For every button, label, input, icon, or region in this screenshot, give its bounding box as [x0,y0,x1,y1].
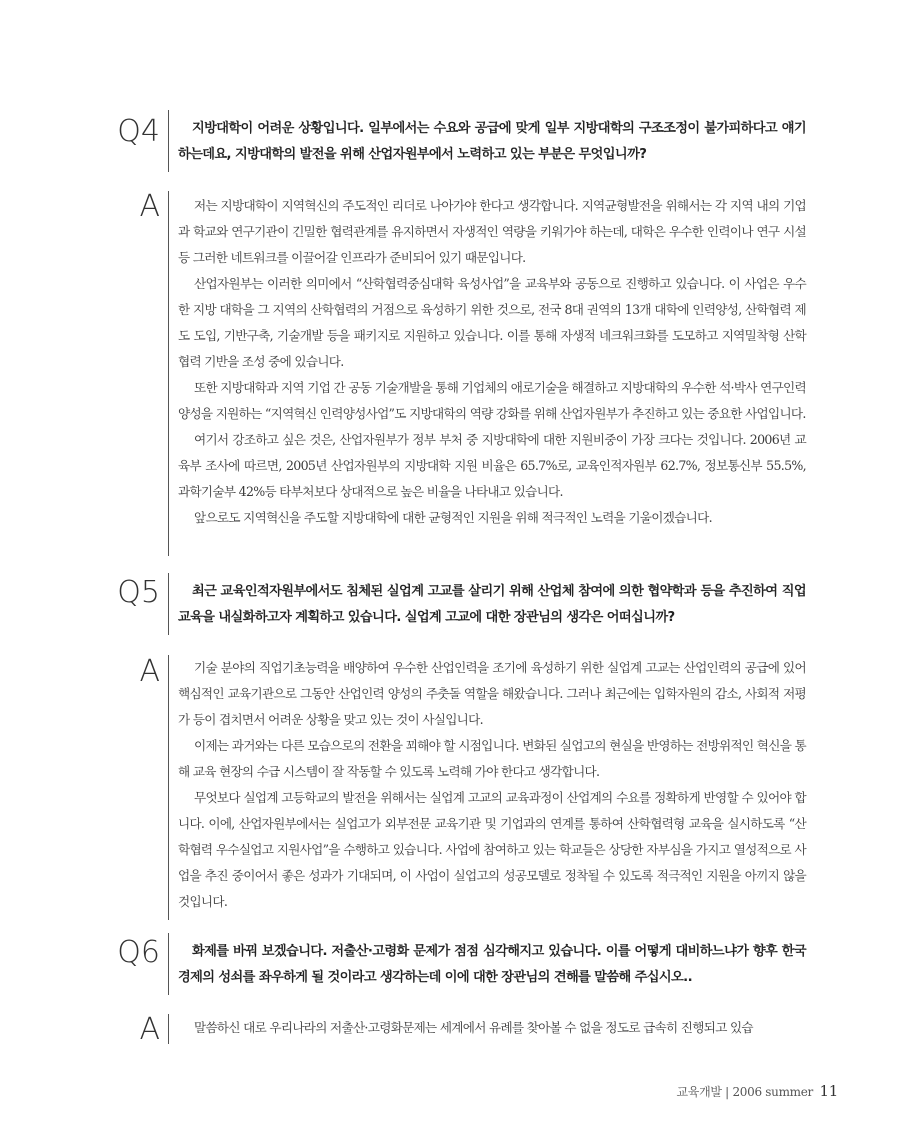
q6-label: Q6 [117,935,160,970]
a5-label: A [139,654,160,689]
q5-label: Q5 [117,575,160,610]
a6-paragraph: 말씀하신 대로 우리나라의 저출산·고령화문제는 세계에서 유례를 찾아볼 수 없을 정도로 급속히 진행되고 있습 [194,1020,753,1035]
page-number: 11 [819,1082,838,1100]
q5-question: 최근 교육인적자원부에서도 침체된 실업계 고교를 살리기 위해 산업체 참여에 의한 협약학과 등을 추진하여 직업교육을 내실화하고자 계획하고 있습니다. 실업계 고교에 대한 장관님의 생각은 어떠십니까? [178,584,806,625]
a4-paragraph: 산업자원부는 이러한 의미에서 “산학협력중심대학 육성사업”을 교육부와 공동으로 진행하고 있습니다. 이 사업은 우수한 지방 대학을 그 지역의 산학협력의 거점으로 육성하기 위한 것으로, 전국 8대 권역의 13개 대학에 인력양성, 산학협력 제도 도입, 기반구축, 기술개발 등을 패키지로 지원하고 있습니다. 이를 통해 자생적 네크워크화를 도모하고 지역밀착형 산학협력 기반을 조성 중에 있습니다. [178,276,806,369]
q4-label: Q4 [117,114,160,149]
footer-text: 교육개발 | 2006 summer [676,1085,813,1099]
a5-paragraph: 기술 분야의 직업기초능력을 배양하여 우수한 산업인력을 조기에 육성하기 위한 실업계 고교는 산업인력의 공급에 있어 핵심적인 교육기관으로 그동안 산업인력 양성의 주춧돌 역할을 해왔습니다. 그러나 최근에는 입학자원의 감소, 사회적 저평가 등이 겹치면서 어려운 상황을 맞고 있는 것이 사실입니다. [178,660,806,727]
a4-paragraph: 또한 지방대학과 지역 기업 간 공동 기술개발을 통해 기업체의 애로기술을 해결하고 지방대학의 우수한 석·박사 연구인력 양성을 지원하는 “지역혁신 인력양성사업”도 지방대학의 역량 강화를 위해 산업자원부가 추진하고 있는 중요한 사업입니다. [178,380,806,421]
a4-paragraph: 앞으로도 지역혁신을 주도할 지방대학에 대한 균형적인 지원을 위해 적극적인 노력을 기울이겠습니다. [194,510,712,525]
q6-divider [168,933,169,995]
a5-divider [168,655,169,920]
a6-answer [178,1015,806,1041]
a5-paragraph: 무엇보다 실업계 고등학교의 발전을 위해서는 실업계 고교의 교육과정이 산업계의 수요를 정확하게 반영할 수 있어야 합니다. 이에, 산업자원부에서는 실업고가 외부전문 교육기관 및 기업과의 연계를 통하여 산학협력형 교육을 실시하도록 “산학협력 우수실업고 지원사업”을 수행하고 있습니다. 사업에 참여하고 있는 학교들은 상당한 자부심을 가지고 열성적으로 사업을 추진 중이어서 좋은 성과가 기대되며, 이 사업이 실업고의 성공모델로 정착될 수 있도록 적극적인 지원을 아끼지 않을 것입니다. [178,790,806,909]
a4-divider [168,191,169,556]
a6-label: A [139,1012,160,1047]
a5-answer [178,655,806,915]
a4-paragraph: 저는 지방대학이 지역혁신의 주도적인 리더로 나아가야 한다고 생각합니다. 지역균형발전을 위해서는 각 지역 내의 기업과 학교와 연구기관이 긴밀한 협력관계를 유지하면서 자생적인 역량을 키워가야 하는데, 대학은 우수한 인력이나 연구 시설 등 그러한 네트워크를 이끌어갈 인프라가 준비되어 있기 때문입니다. [178,198,806,265]
a4-answer [178,193,806,531]
q5-divider [168,573,169,635]
q6-question: 화제를 바꿔 보겠습니다. 저출산·고령화 문제가 점점 심각해지고 있습니다. 이를 어떻게 대비하느냐가 향후 한국경제의 성쇠를 좌우하게 될 것이라고 생각하는데 이에 대한 장관님의 견해를 말씀해 주십시오.. [178,944,806,985]
q4-divider [168,110,169,172]
a5-paragraph: 이제는 과거와는 다른 모습으로의 전환을 꾀해야 할 시점입니다. 변화된 실업고의 현실을 반영하는 전방위적인 혁신을 통해 교육 현장의 수급 시스템이 잘 작동할 수 있도록 노력해 가야 한다고 생각합니다. [178,738,806,779]
a4-label: A [139,189,160,224]
a4-paragraph: 여기서 강조하고 싶은 것은, 산업자원부가 정부 부처 중 지방대학에 대한 지원비중이 가장 크다는 것입니다. 2006년 교육부 조사에 따르면, 2005년 산업자원부의 지방대학 지원 비율은 65.7%로, 교육인적자원부 62.7%, 정보통신부 55.5%, 과학기술부 42%등 타부처보다 상대적으로 높은 비율을 나타내고 있습니다. [178,432,806,499]
q4-question: 지방대학이 어려운 상황입니다. 일부에서는 수요와 공급에 맞게 일부 지방대학의 구조조정이 불가피하다고 얘기하는데요, 지방대학의 발전을 위해 산업자원부에서 노력하고 있는 부분은 무엇입니까? [178,121,806,162]
a6-divider [168,1014,169,1044]
page-footer [677,1082,839,1100]
